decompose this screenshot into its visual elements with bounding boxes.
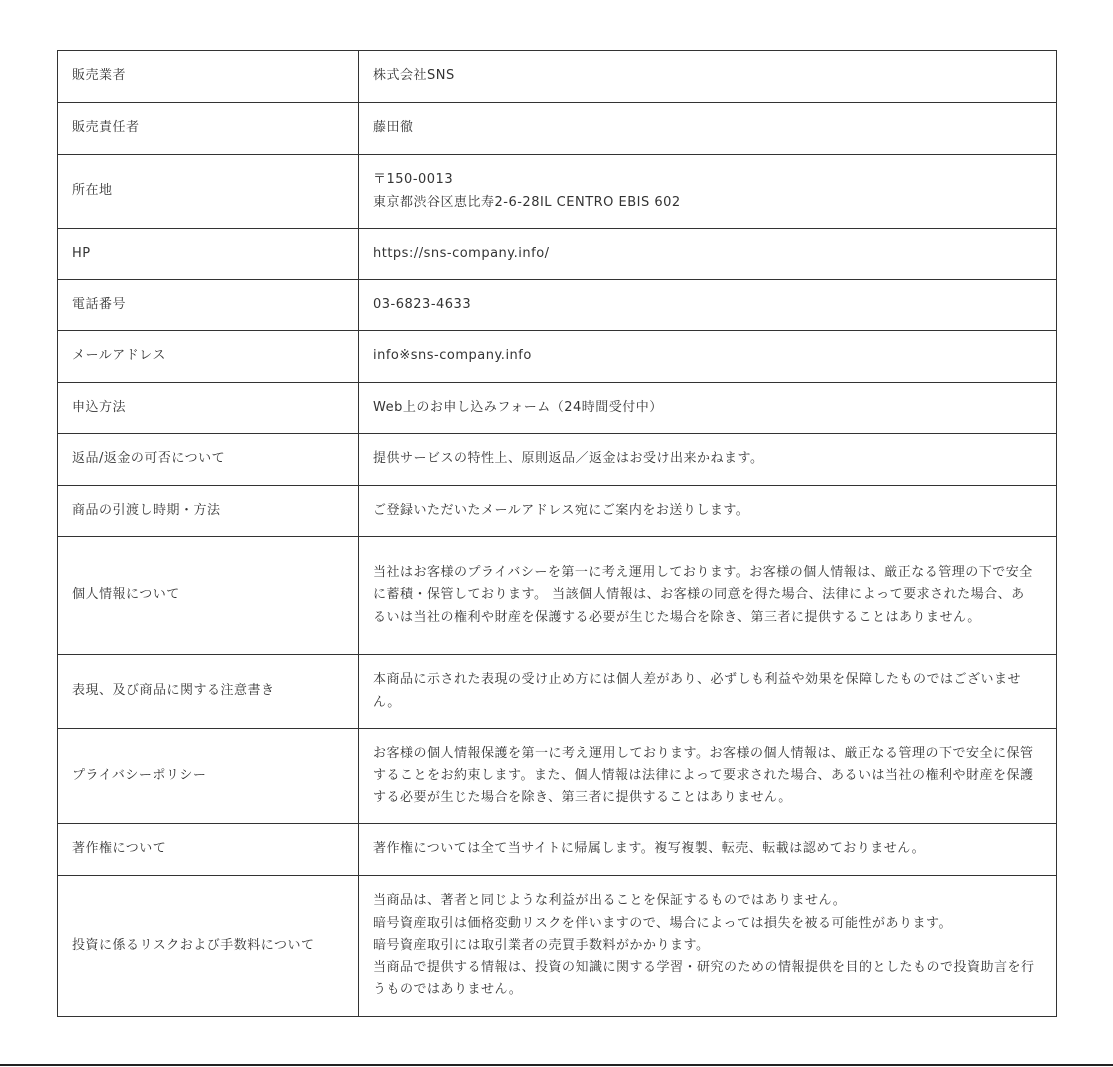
value-line: Web上のお申し込みフォーム（24時間受付中） [373, 399, 663, 415]
value-line: 株式会社SNS [373, 68, 455, 84]
row-value-delivery [359, 486, 1057, 537]
table-row [58, 103, 1057, 155]
row-value-hp [359, 229, 1057, 280]
postal-code: 〒150-0013 [373, 172, 454, 188]
row-value-application-method [359, 383, 1057, 434]
row-value-address [359, 155, 1057, 229]
row-label-delivery: 商品の引渡し時期・方法 [58, 486, 359, 537]
table-row [58, 824, 1057, 876]
row-value-returns [359, 434, 1057, 486]
row-value-personal-info [359, 537, 1057, 655]
row-value-phone [359, 280, 1057, 331]
row-label-seller: 販売業者 [58, 51, 359, 103]
table-row [58, 434, 1057, 486]
row-value-email [359, 331, 1057, 383]
row-label-responsible-person: 販売責任者 [58, 103, 359, 155]
row-value-copyright [359, 824, 1057, 876]
row-label-application-method: 申込方法 [58, 383, 359, 434]
row-value-privacy-policy [359, 729, 1057, 824]
website-url: https://sns-company.info/ [373, 245, 550, 261]
row-label-privacy-policy: プライバシーポリシー [58, 729, 359, 824]
row-label-email: メールアドレス [58, 331, 359, 383]
table-row [58, 331, 1057, 383]
risk-line: 暗号資産取引は価格変動リスクを伴いますので、場合によっては損失を被る可能性があります。 [373, 915, 952, 931]
table-row [58, 876, 1057, 1017]
row-value-investment-risk [359, 876, 1057, 1017]
email-address: info※sns-company.info [373, 348, 532, 364]
risk-line: 当商品は、著者と同じような利益が出ることを保証するものではありません。 [373, 893, 847, 909]
table-row [58, 486, 1057, 537]
table-row [58, 155, 1057, 229]
table-row [58, 51, 1057, 103]
company-info-table [57, 50, 1057, 1017]
value-paragraph: お客様の個人情報保護を第一に考え運用しております。お客様の個人情報は、厳正なる管理の下で安全に保管することをお約束します。また、個人情報は法律によって要求された場合、あるいは当社の権利や財産を保護する必要が生じた場合を除き、第三者に提供することはありません。 [373, 745, 1034, 806]
table-row [58, 229, 1057, 280]
table-row [58, 537, 1057, 655]
row-label-hp: HP [58, 229, 359, 280]
row-label-address: 所在地 [58, 155, 359, 229]
risk-line: 当商品で提供する情報は、投資の知識に関する学習・研究のための情報提供を目的としたもので投資助言を行うものではありません。 [373, 960, 1035, 998]
risk-line: 暗号資産取引には取引業者の売買手数料がかかります。 [373, 937, 710, 953]
value-line: ご登録いただいたメールアドレス宛にご案内をお送りします。 [373, 502, 750, 518]
value-line: 提供サービスの特性上、原則返品／返金はお受け出来かねます。 [373, 451, 764, 467]
row-label-phone: 電話番号 [58, 280, 359, 331]
table-row [58, 383, 1057, 434]
table-row [58, 280, 1057, 331]
value-line: 著作権については全て当サイトに帰属します。複写複製、転売、転載は認めておりません。 [373, 841, 926, 857]
row-value-responsible-person [359, 103, 1057, 155]
row-label-personal-info: 個人情報について [58, 537, 359, 655]
company-info-table-body [58, 51, 1057, 1017]
row-label-investment-risk: 投資に係るリスクおよび手数料について [58, 876, 359, 1017]
street-address: 東京都渋谷区恵比寿2-6-28IL CENTRO EBIS 602 [373, 194, 681, 210]
value-line: 藤田徹 [373, 120, 414, 136]
row-value-seller [359, 51, 1057, 103]
row-label-disclaimer: 表現、及び商品に関する注意書き [58, 655, 359, 729]
value-paragraph: 当社はお客様のプライバシーを第一に考え運用しております。お客様の個人情報は、厳正なる管理の下で安全に蓄積・保管しております。 当該個人情報は、お客様の同意を得た場合、法律によって要求された場合、あるいは当社の権利や財産を保護する必要が生じた場合を除き、第三者に提供することはありません。 [373, 565, 1033, 625]
row-label-returns: 返品/返金の可否について [58, 434, 359, 486]
phone-number: 03-6823-4633 [373, 296, 472, 312]
row-value-disclaimer [359, 655, 1057, 729]
bottom-divider [0, 1064, 1113, 1066]
value-paragraph: 本商品に示された表現の受け止め方には個人差があり、必ずしも利益や効果を保障したものではございません。 [373, 672, 1022, 710]
table-row [58, 729, 1057, 824]
table-row [58, 655, 1057, 729]
row-label-copyright: 著作権について [58, 824, 359, 876]
